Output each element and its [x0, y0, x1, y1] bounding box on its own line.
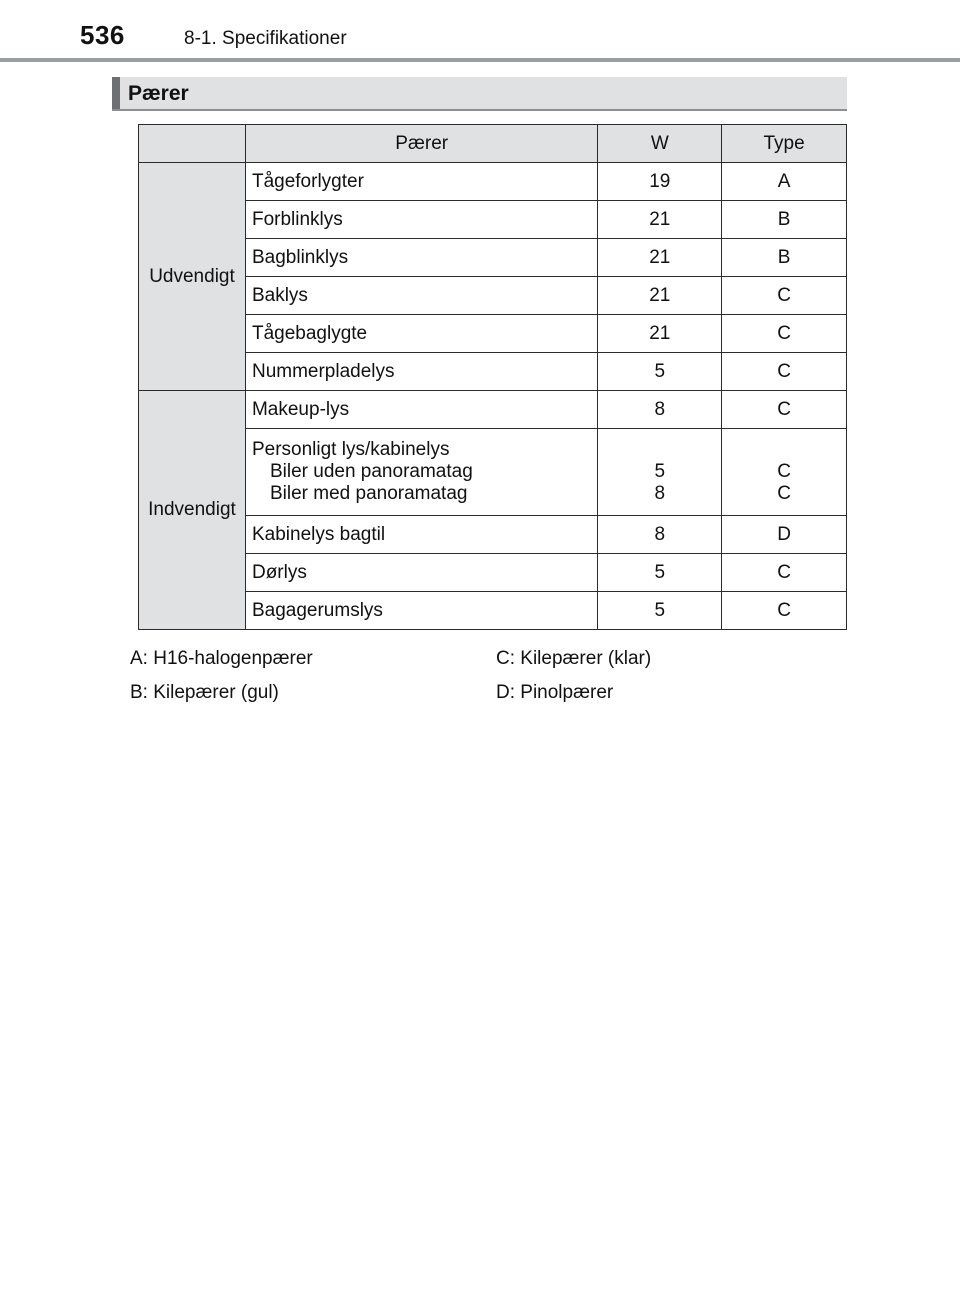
bulb-type: C — [722, 592, 847, 630]
section-accent — [112, 77, 120, 109]
bulb-watt: 5 — [654, 461, 666, 482]
table-row — [139, 592, 847, 630]
table-row — [139, 239, 847, 277]
bulb-name: Forblinklys — [245, 201, 597, 239]
column-header-group — [139, 125, 246, 163]
bulb-watt: 21 — [598, 201, 722, 239]
column-header-type: Type — [722, 125, 847, 163]
bulb-variant: Biler uden panoramatag — [269, 461, 473, 482]
table-row — [139, 391, 847, 429]
section-heading — [112, 77, 847, 111]
bulb-watt: 21 — [598, 239, 722, 277]
column-header-bulb: Pærer — [245, 125, 597, 163]
bulb-watt: 21 — [598, 277, 722, 315]
bulb-name: Dørlys — [245, 554, 597, 592]
bulb-watt: 5 — [598, 353, 722, 391]
legend-item-d: D: Pinolpærer — [496, 682, 614, 703]
bulb-watt: 5 — [598, 554, 722, 592]
bulb-name: Tågeforlygter — [245, 163, 597, 201]
table-row — [139, 163, 847, 201]
section-title: Pærer — [128, 82, 189, 105]
group-label-exterior: Udvendigt — [139, 163, 246, 391]
bulb-name: Kabinelys bagtil — [245, 516, 597, 554]
bulb-watt: 21 — [598, 315, 722, 353]
bulb-name: Personligt lys/kabinelys — [251, 439, 450, 460]
table-row — [139, 201, 847, 239]
bulb-name-multi — [245, 429, 597, 516]
table-row — [139, 554, 847, 592]
bulb-type: A — [722, 163, 847, 201]
bulb-type: D — [722, 516, 847, 554]
bulb-type: B — [722, 239, 847, 277]
table-row — [139, 277, 847, 315]
header-rule — [0, 58, 960, 62]
bulb-name: Baklys — [245, 277, 597, 315]
bulb-watt: 8 — [598, 516, 722, 554]
group-label-interior: Indvendigt — [139, 391, 246, 630]
bulb-type: C — [722, 277, 847, 315]
bulb-variant: Biler med panoramatag — [269, 483, 468, 504]
bulb-type: C — [777, 483, 791, 504]
bulb-name: Tågebaglygte — [245, 315, 597, 353]
page-number: 536 — [80, 20, 125, 50]
bulb-name: Nummerpladelys — [245, 353, 597, 391]
bulb-type: B — [722, 201, 847, 239]
bulb-type-multi — [722, 429, 847, 516]
bulb-type: C — [722, 554, 847, 592]
table-row — [139, 516, 847, 554]
bulb-type: C — [777, 461, 791, 482]
bulb-watt: 8 — [598, 391, 722, 429]
bulb-name: Bagblinklys — [245, 239, 597, 277]
bulb-name: Makeup-lys — [245, 391, 597, 429]
table-header-row — [139, 125, 847, 163]
table-row — [139, 315, 847, 353]
bulb-watt: 8 — [654, 483, 666, 504]
table-row — [139, 353, 847, 391]
legend-item-b: B: Kilepærer (gul) — [130, 682, 279, 703]
bulb-type: C — [722, 391, 847, 429]
bulb-watt: 19 — [598, 163, 722, 201]
legend-item-c: C: Kilepærer (klar) — [496, 648, 652, 669]
bulb-watt-multi — [598, 429, 722, 516]
bulb-table — [138, 124, 847, 630]
chapter-title: 8-1. Specifikationer — [184, 28, 347, 49]
bulb-watt: 5 — [598, 592, 722, 630]
legend-item-a: A: H16-halogenpærer — [130, 648, 313, 669]
bulb-name: Bagagerumslys — [245, 592, 597, 630]
bulb-type: C — [722, 315, 847, 353]
table-row — [139, 429, 847, 516]
bulb-type: C — [722, 353, 847, 391]
column-header-watt: W — [598, 125, 722, 163]
